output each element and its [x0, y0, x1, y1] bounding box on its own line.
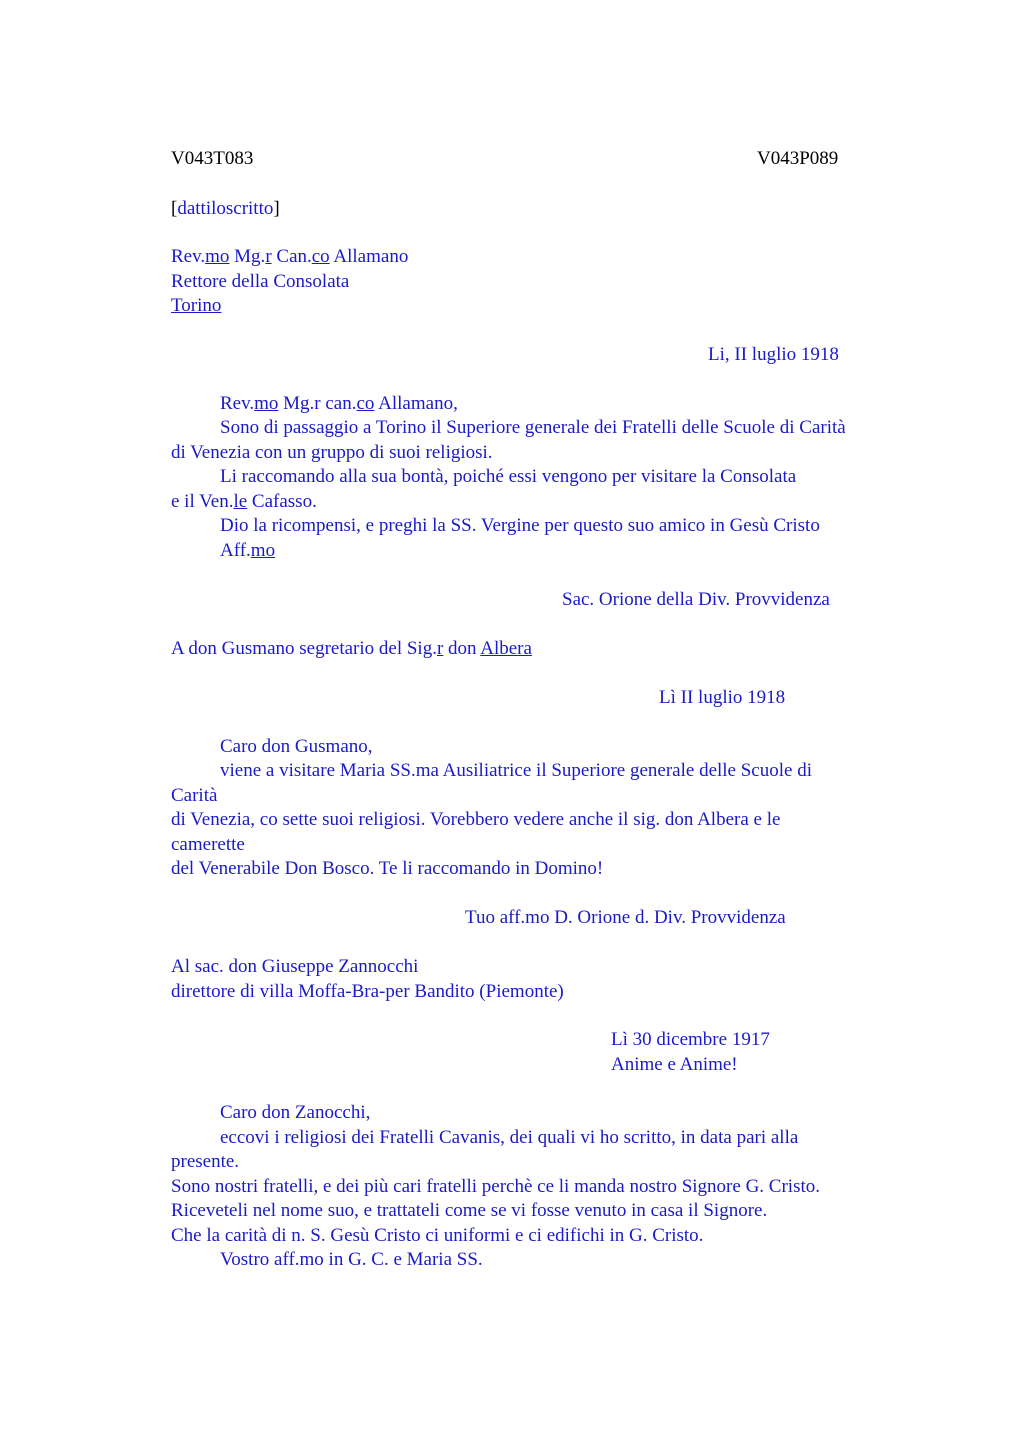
letter2-address: A don Gusmano segretario del Sig.r don Albera — [171, 638, 532, 659]
letter1-paragraph2-line2: e il Ven.le Cafasso. — [171, 491, 317, 512]
letter3-closing: Vostro aff.mo in G. C. e Maria SS. — [220, 1249, 483, 1270]
document-code-right: V043P089 — [757, 148, 839, 169]
letter2-signature: Tuo aff.mo D. Orione d. Div. Provvidenza — [465, 907, 786, 928]
letter3-body-line4: Riceveteli nel nome suo, e trattateli come se vi fosse venuto in casa il Signore. — [171, 1200, 768, 1221]
letter1-paragraph3: Dio la ricompensi, e preghi la SS. Vergine per questo suo amico in Gesù Cristo — [220, 515, 820, 536]
letter1-salutation: Rev.mo Mg.r can.co Allamano, — [220, 393, 458, 414]
letter3-body-line2: presente. — [171, 1151, 240, 1172]
letter2-body-line5: del Venerabile Don Bosco. Te li raccomando in Domino! — [171, 858, 604, 879]
letter2-body-line1: viene a visitare Maria SS.ma Ausiliatrice il Superiore generale delle Scuole di — [220, 760, 812, 781]
letter2-body-line3: di Venezia, co sette suoi religiosi. Vorebbero vedere anche il sig. don Albera e le — [171, 809, 781, 830]
letter1-signature: Sac. Orione della Div. Provvidenza — [562, 589, 830, 610]
document-code-left: V043T083 — [171, 148, 254, 169]
letter3-body-line5: Che la carità di n. S. Gesù Cristo ci uniformi e ci edifichi in G. Cristo. — [171, 1225, 704, 1246]
letter1-paragraph2-line1: Li raccomando alla sua bontà, poiché essi vengono per visitare la Consolata — [220, 466, 797, 487]
letter1-address-line1: Rev.mo Mg.r Can.co Allamano — [171, 246, 409, 267]
letter3-body-line3: Sono nostri fratelli, e dei più cari fratelli perchè ce li manda nostro Signore G. Cristo. — [171, 1176, 820, 1197]
bracket-open: [ — [171, 198, 178, 219]
letter3-date: Lì 30 dicembre 1917 — [611, 1029, 770, 1050]
letter2-salutation: Caro don Gusmano, — [220, 736, 373, 757]
letter2-body-line2: Carità — [171, 785, 218, 806]
letter1-address-city: Torino — [171, 295, 222, 316]
letter3-motto: Anime e Anime! — [611, 1054, 738, 1075]
letter2-body-line4: camerette — [171, 834, 245, 855]
letter3-salutation: Caro don Zanocchi, — [220, 1102, 371, 1123]
letter2-date: Lì II luglio 1918 — [659, 687, 786, 708]
letter3-address-line1: Al sac. don Giuseppe Zannocchi — [171, 956, 419, 977]
letter1-paragraph1-line2: di Venezia con un gruppo di suoi religiosi. — [171, 442, 493, 463]
typescript-note — [171, 197, 280, 221]
bracket-close: ] — [273, 198, 280, 219]
letter3-address-line2: direttore di villa Moffa-Bra-per Bandito (Piemonte) — [171, 981, 564, 1002]
letter3-body-line1: eccovi i religiosi dei Fratelli Cavanis, dei quali vi ho scritto, in data pari alla — [220, 1127, 799, 1148]
letter1-date: Li, II luglio 1918 — [708, 344, 839, 365]
letter1-address-line2: Rettore della Consolata — [171, 271, 350, 292]
letter1-closing: Aff.mo — [220, 540, 276, 561]
typescript-note-text: dattiloscritto — [177, 198, 274, 219]
letter1-paragraph1-line1: Sono di passaggio a Torino il Superiore generale dei Fratelli delle Scuole di Carità — [220, 417, 846, 438]
